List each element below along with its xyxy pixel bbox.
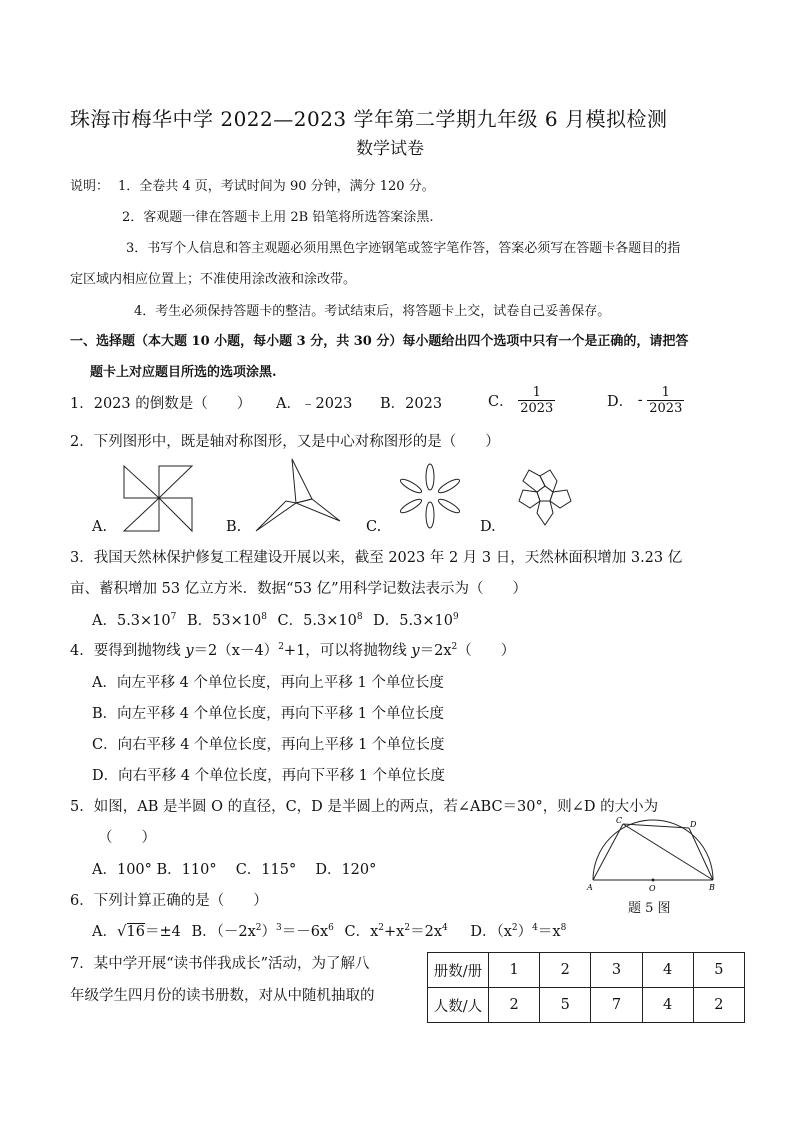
q1-option-a: A．﹣2023 [276,396,353,412]
table-cell: 7 [591,988,642,1023]
instruction-2: 2．客观题一律在答题卡上用 2B 铅笔将所选答案涂黑. [122,210,434,225]
q5-options: A．100° B．110° C．115° D．120° [92,862,377,878]
instruction-1: 1．全卷共 4 页，考试时间为 90 分钟，满分 120 分。 [118,179,435,194]
exam-subtitle: 数学试卷 [356,139,424,159]
q3-stem-line1: 3．我国天然林保护修复工程建设开展以来，截至 2023 年 2 月 3 日，天然林面积增加 3.23 亿 [70,550,683,566]
q5-point-o: O [649,884,656,892]
q2-stem: 2．下列图形中，既是轴对称图形，又是中心对称图形的是（ ） [70,434,500,450]
q4-option-c: C．向右平移 4 个单位长度，再向上平移 1 个单位长度 [92,737,445,753]
q5-point-d: D [690,820,697,829]
table-row [428,988,745,1023]
instruction-4: 4．考生必须保持答题卡的整洁。考试结束后，将答题卡上交，试卷自己妥善保存。 [134,304,611,319]
q6-option-a: A．√16＝±4 [92,922,181,940]
table-cell: 2 [540,953,591,988]
exam-title: 珠海市梅华中学 2022—2023 学年第二学期九年级 6 月模拟检测 [70,107,668,131]
table-cell: 4 [642,988,693,1023]
q1-option-d-label: D． [607,394,634,410]
q4-stem: 4．要得到抛物线 $y=2(x-4)^2+1$，可以将抛物线 $y=2x^2$（ ） [70,642,516,659]
q5-point-c: C [616,816,623,825]
table-row [428,953,745,988]
q4-option-d: D．向右平移 4 个单位长度，再向下平移 1 个单位长度 [92,768,446,784]
table-cell: 4 [642,953,693,988]
q1-option-d: D． - $\frac{1}{2023}$ [607,385,683,416]
table-cell: 1 [489,953,540,988]
q2-option-c-label: C. [366,519,382,535]
q5-point-b: B [709,883,715,892]
table-cell: 2 [693,988,744,1023]
table-cell: 3 [591,953,642,988]
q2-option-a-label: A. [92,519,108,535]
q3-option-c: C．$5.3\times 10^8$ [277,612,363,629]
q2-option-d-label: D. [480,519,496,535]
q5-figure-semicircle [586,812,720,892]
q3-option-b: B．$53\times 10^8$ [186,612,267,629]
q2-figure-d-pentagons [505,457,585,535]
q6-stem: 6．下列计算正确的是（ ） [70,893,268,909]
q3-stem-line2: 亩、蓄积增加 53 亿立方米．数据“53 亿”用科学记数法表示为（ ） [70,581,528,597]
q7-stem-line2: 年级学生四月份的读书册数，对从中随机抽取的 [70,988,375,1004]
section1-heading: 一、选择题（本大题 10 小题，每小题 3 分，共 30 分）每小题给出四个选项中只有一个是正确的，请把答 [70,334,689,349]
table-cell: 2 [489,988,540,1023]
q6-option-d: D．$(x^2)^4=x^8$ [470,923,567,940]
q1-option-c [488,385,555,416]
q4-option-a: A．向左平移 4 个单位长度，再向上平移 1 个单位长度 [92,675,444,691]
q1-stem: 1．2023 的倒数是（ ） [70,396,252,412]
q6-option-c: C．$x^2+x^2=2x^4$ [344,923,448,940]
q2-figure-b-triangles [252,457,344,533]
q5-stem-line2: （ ） [98,830,156,846]
q3-options [92,609,459,630]
q4-option-b: B．向左平移 4 个单位长度，再向下平移 1 个单位长度 [92,706,445,722]
q2-figure-a-pinwheel [118,463,200,533]
instruction-3: 3．书写个人信息和答主观题必须用黑色字迹钢笔或签字笔作答，答案必须写在答题卡各题目的指 [126,241,681,256]
q2-option-b-label: B. [226,519,242,535]
q1-option-b: B．2023 [380,396,443,412]
q5-stem-line1: 5．如图，AB 是半圆 O 的直径，C，D 是半圆上的两点，若∠ABC＝30°，则∠D 的大小为 [70,799,659,815]
table-cell: 5 [540,988,591,1023]
instruction-3-cont: 定区域内相应位置上；不准使用涂改液和涂改带。 [70,272,357,287]
table-header-cell: 册数/册 [428,953,489,988]
table-cell: 5 [693,953,744,988]
q6-option-b: B．$(-2x^2)^3=-6x^6$ [191,923,334,940]
q6-options [92,920,566,941]
q5-figure-caption: 题 5 图 [628,901,671,916]
q1-option-d-fraction: $\frac{1}{2023}$ [649,385,683,416]
instructions-label: 说明： [70,179,110,194]
q3-option-d: D．$5.3\times 10^9$ [373,612,459,629]
q1-option-c-fraction: $\frac{1}{2023}$ [520,385,554,416]
q1-option-c-label: C． [488,394,514,410]
table-header-cell: 人数/人 [428,988,489,1023]
section1-heading-cont: 题卡上对应题目所选的选项涂黑. [90,365,277,380]
q7-frequency-table [427,952,745,1023]
q7-stem-line1: 7．某中学开展“读书伴我成长”活动，为了解八 [70,956,370,972]
q2-figure-c-petals [393,459,467,533]
q3-option-a: A．$5.3\times 10^7$ [92,612,177,629]
q5-point-a: A [587,883,593,892]
